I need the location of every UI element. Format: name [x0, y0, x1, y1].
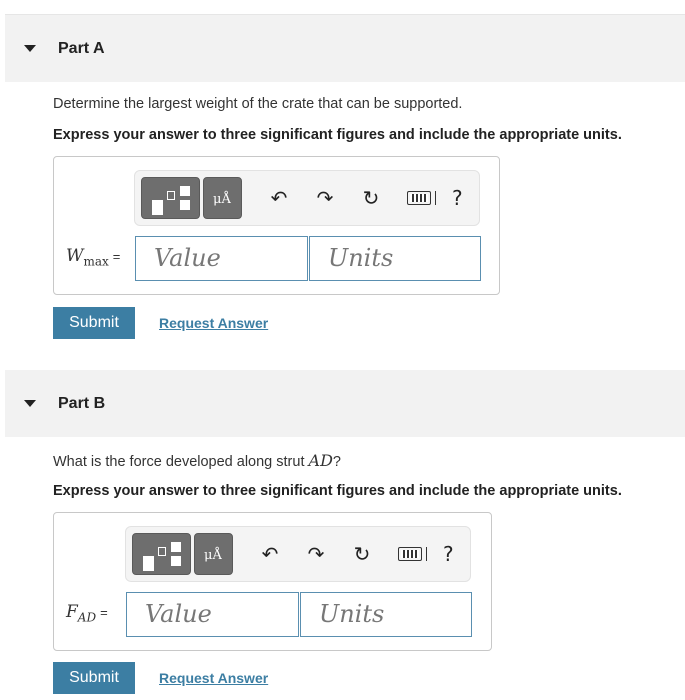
undo-icon[interactable]: ↶ [270, 186, 288, 210]
help-button[interactable]: ? [443, 542, 454, 566]
templates-button[interactable] [141, 177, 200, 219]
part-b-header[interactable] [5, 370, 685, 437]
part-b-request-answer-link[interactable]: Request Answer [159, 670, 269, 686]
units-symbols-button[interactable]: μÅ [194, 533, 233, 575]
help-button[interactable]: ? [452, 186, 463, 210]
units-symbols-button[interactable]: μÅ [203, 177, 242, 219]
part-a-toolbar [134, 170, 480, 226]
reset-icon[interactable]: ↻ [362, 186, 380, 210]
part-a-title: Part A [58, 39, 105, 57]
part-a-answer-box [53, 156, 500, 295]
undo-icon[interactable]: ↶ [261, 542, 279, 566]
part-b-units-input[interactable]: Units [300, 592, 472, 637]
templates-button[interactable] [132, 533, 191, 575]
collapse-caret-icon[interactable] [24, 400, 36, 407]
part-a-variable-label: $W_{max}$ = [66, 246, 121, 269]
keyboard-icon[interactable] [398, 547, 427, 561]
part-a-header[interactable] [5, 15, 685, 82]
part-b-value-input[interactable]: Value [126, 592, 299, 637]
part-b-submit-button[interactable]: Submit [53, 662, 135, 694]
part-b-question: What is the force developed along strut AD? [53, 451, 341, 470]
part-a-submit-button[interactable]: Submit [53, 307, 135, 339]
collapse-caret-icon[interactable] [24, 45, 36, 52]
reset-icon[interactable]: ↻ [353, 542, 371, 566]
part-a-units-input[interactable]: Units [309, 236, 481, 281]
part-b-variable-label: $F_{AD}$ = [66, 602, 108, 625]
part-b-title: Part B [58, 394, 106, 412]
part-b-answer-box [53, 512, 492, 651]
redo-icon[interactable]: ↷ [316, 186, 334, 210]
part-b-instruction: Express your answer to three significant figures and include the appropriate units. [53, 483, 622, 499]
part-b-toolbar [125, 526, 471, 582]
redo-icon[interactable]: ↷ [307, 542, 325, 566]
part-a-request-answer-link[interactable]: Request Answer [159, 315, 269, 331]
part-a-value-input[interactable]: Value [135, 236, 308, 281]
part-a-question: Determine the largest weight of the crate that can be supported. [53, 96, 463, 112]
keyboard-icon[interactable] [407, 191, 436, 205]
part-a-instruction: Express your answer to three significant figures and include the appropriate units. [53, 127, 622, 143]
